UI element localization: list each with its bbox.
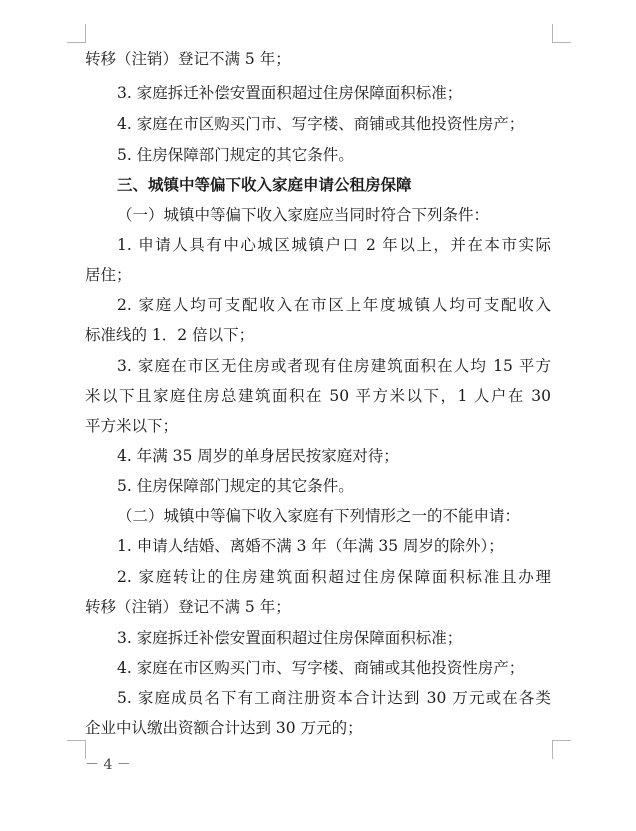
text-line: 转移（注销）登记不满 5 年；	[85, 50, 291, 68]
text-line: 3. 家庭拆迁补偿安置面积超过住房保障面积标准；	[117, 84, 463, 102]
text-line: 4. 年满 35 周岁的单身居民按家庭对待；	[117, 447, 399, 465]
text-line: 1. 申请人结婚、离婚不满 3 年（年满 35 周岁的除外）；	[117, 537, 504, 555]
text-line: 5. 住房保障部门规定的其它条件。	[117, 146, 354, 164]
text-line: 标准线的 1．2 倍以下；	[85, 326, 255, 344]
text-line: 米以下且家庭住房总建筑面积在 50 平方米以下，1 人户在 30	[85, 387, 551, 405]
text-line: 5. 住房保障部门规定的其它条件。	[117, 477, 354, 495]
text-line: 5. 家庭成员名下有工商注册资本合计达到 30 万元或在各类	[117, 689, 551, 707]
text-line: 2. 家庭转让的住房建筑面积超过住房保障面积标准且办理	[117, 568, 551, 586]
subsection-heading: （二）城镇中等偏下收入家庭有下列情形之一的不能申请：	[117, 507, 521, 525]
text-line: 转移（注销）登记不满 5 年；	[85, 598, 291, 616]
subsection-heading: （一）城镇中等偏下收入家庭应当同时符合下列条件：	[117, 206, 490, 224]
page-number: － 4 －	[85, 757, 131, 773]
text-line: 4. 家庭在市区购买门市、写字楼、商铺或其他投资性房产；	[117, 659, 525, 677]
crop-mark-bottom-left	[67, 740, 86, 759]
text-line: 3. 家庭拆迁补偿安置面积超过住房保障面积标准；	[117, 629, 463, 647]
text-line: 3. 家庭在市区无住房或者现有住房建筑面积在人均 15 平方	[117, 357, 551, 375]
text-line: 平方米以下；	[85, 417, 179, 435]
text-line: 居住；	[85, 266, 132, 284]
text-line: 1. 申请人具有中心城区城镇户口 2 年以上，并在本市实际	[117, 236, 551, 254]
crop-mark-top-right	[552, 24, 571, 43]
crop-mark-bottom-right	[552, 740, 571, 759]
crop-mark-top-left	[67, 24, 86, 43]
text-line: 企业中认缴出资额合计达到 30 万元的；	[85, 719, 363, 737]
text-line: 2. 家庭人均可支配收入在市区上年度城镇人均可支配收入	[117, 296, 551, 314]
section-heading: 三、城镇中等偏下收入家庭申请公租房保障	[117, 175, 412, 194]
text-line: 4. 家庭在市区购买门市、写字楼、商铺或其他投资性房产；	[117, 115, 525, 133]
